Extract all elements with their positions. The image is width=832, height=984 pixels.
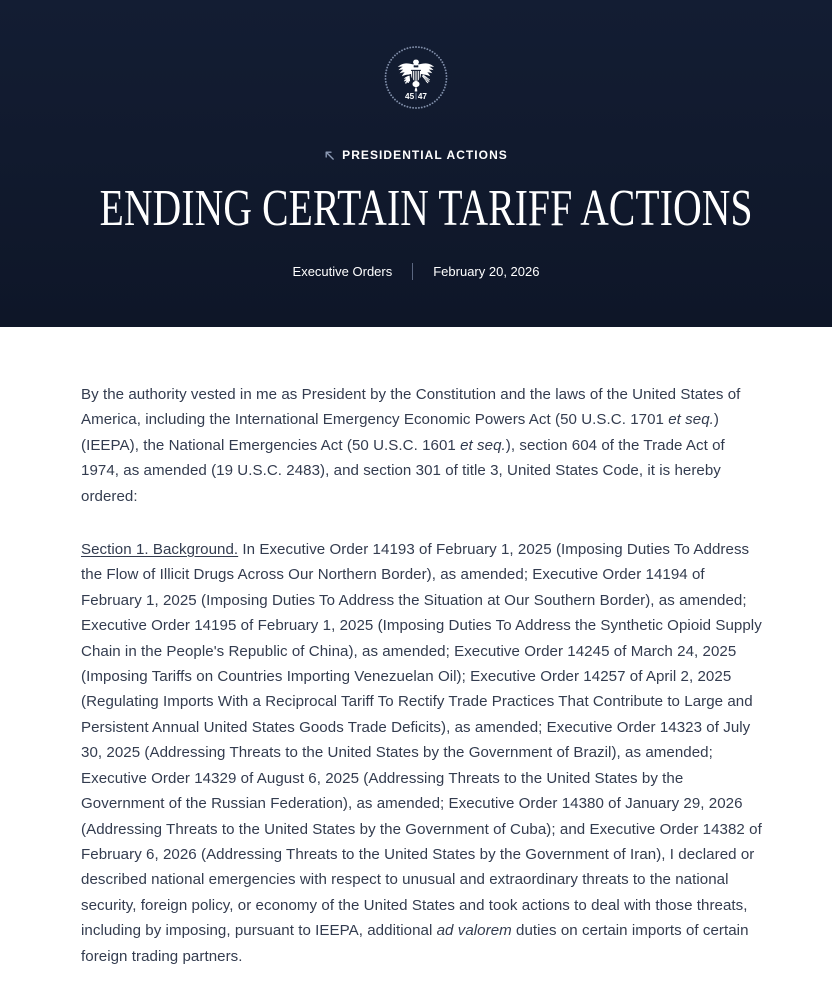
seal-number-left: 45 xyxy=(405,91,415,101)
paragraph-authority-italic2: et seq. xyxy=(460,436,506,454)
page-title: ENDING CERTAIN TARIFF ACTIONS xyxy=(99,180,753,237)
arrow-up-left-icon xyxy=(324,150,335,161)
section-1-heading: Section 1. Background. xyxy=(81,541,239,559)
breadcrumb[interactable] xyxy=(324,147,508,163)
paragraph-authority-part2: ) (IEEPA), the National Emergencies Act (50 U.S.C. 1601 xyxy=(81,411,719,454)
presidential-seal xyxy=(375,39,457,121)
meta-divider xyxy=(412,263,413,280)
paragraph-authority-part1: By the authority vested in me as President by the Constitution and the laws of the United States of America, including the International Emergency Economic Powers Act (50 U.S.C. 1701 xyxy=(81,386,741,429)
article-meta xyxy=(293,263,540,281)
meta-date: February 20, 2026 xyxy=(433,264,540,280)
paragraph-authority-italic1: et seq. xyxy=(668,411,714,429)
paragraph-authority xyxy=(81,327,765,509)
paragraph-section-1-background xyxy=(81,509,765,969)
document-body xyxy=(0,327,832,969)
paragraph-authority-part3: ), section 604 of the Trade Act of 1974, as amended (19 U.S.C. 2483), and section 301 of title 3, United States Code, it is hereby ordered: xyxy=(81,436,725,505)
section-1-italic-ad-valorem: ad valorem xyxy=(436,922,512,940)
section-1-body: In Executive Order 14193 of February 1, 2025 (Imposing Duties To Address the Flow of Illicit Drugs Across Our Northern Border), as amended; Executive Order 14194 of February 1, 2025 (Imposing Duties To Address the Situation at Our Southern Border), as amended; Executive Order 14195 of February 1, 2025 (Imposing Duties To Address the Synthetic Opioid Supply Chain in the People's Republic of China), as amended; Executive Order 14245 of March 24, 2025 (Imposing Tariffs on Countries Importing Venezuelan Oil); Executive Order 14257 of April 2, 2025 (Regulating Imports With a Reciprocal Tariff To Rectify Trade Practices That Contribute to Large and Persistent Annual United States Goods Trade Deficits), as amended; Executive Order 14323 of July 30, 2025 (Addressing Threats to the United States by the Government of Brazil), as amended; Executive Order 14329 of August 6, 2025 (Addressing Threats to the United States by the Government of the Russian Federation), as amended; Executive Order 14380 of January 29, 2026 (Addressing Threats to the United States by the Government of Cuba); and Executive Order 14382 of February 6, 2026 (Addressing Threats to the United States by the Government of Iran), I declared or described national emergencies with respect to unusual and extraordinary threats to the national security, foreign policy, or economy of the United States and took actions to deal with those threats, including by imposing, pursuant to IEEPA, additional xyxy=(81,541,762,940)
breadcrumb-label: PRESIDENTIAL ACTIONS xyxy=(342,148,508,162)
seal-number-right: 47 xyxy=(417,91,427,101)
meta-category[interactable]: Executive Orders xyxy=(292,264,393,280)
page-header xyxy=(0,0,832,327)
presidential-seal-eagle-icon xyxy=(375,39,457,121)
section-1-body-end: duties on certain imports of certain foreign trading partners. xyxy=(81,922,749,965)
